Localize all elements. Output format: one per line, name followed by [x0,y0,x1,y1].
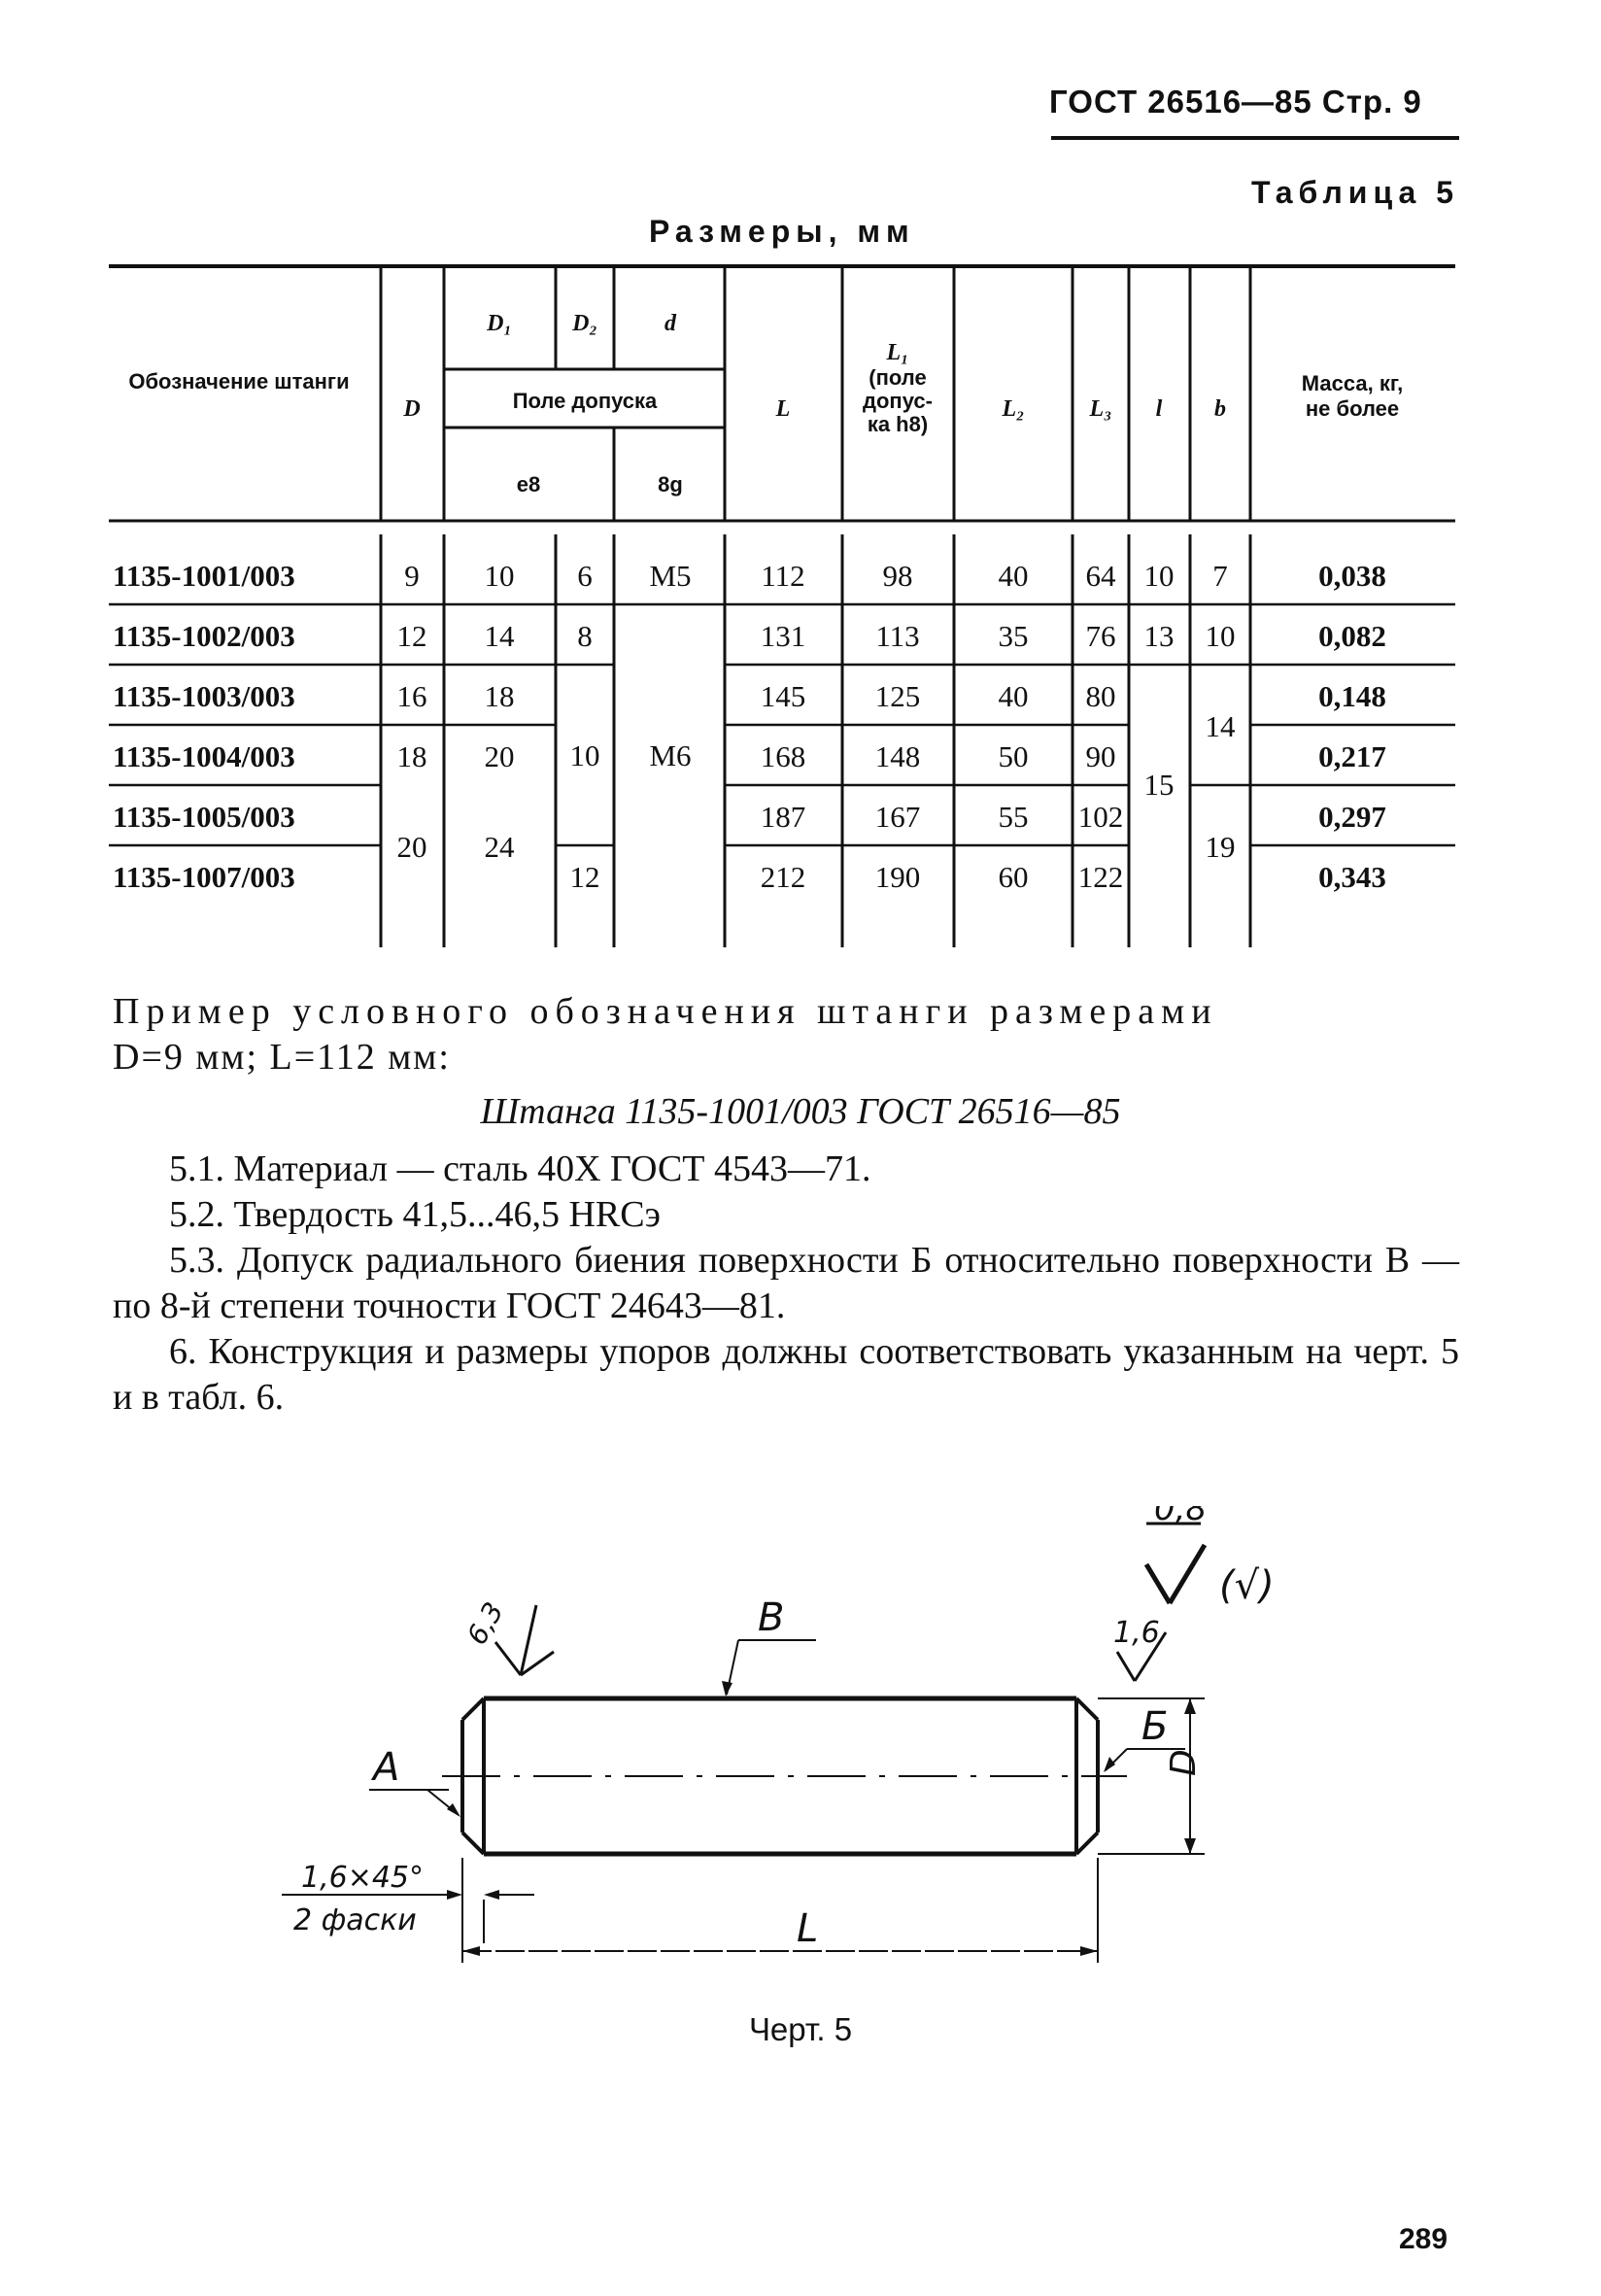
row-2-l: 13 [1143,619,1175,653]
header-L1: L₁ [886,340,909,365]
header-b: b [1214,396,1226,422]
row-3-L: 145 [760,679,806,713]
clause-5-1: 5.1. Материал — сталь 40Х ГОСТ 4543—71. [169,1148,871,1189]
row-3-code: 1135-1003/003 [113,679,295,713]
surface-Bb-label: Б [1141,1704,1169,1749]
example-line-2: D=9 мм; L=112 мм: [113,1037,451,1078]
example-paragraph [113,989,1457,1080]
row-2-L2: 35 [998,619,1029,653]
designation-example: Штанга 1135-1001/003 ГОСТ 26516—85 [480,1091,1121,1132]
row-3-L1: 125 [874,679,921,713]
merged-b-14: 14 [1205,709,1236,743]
row-5-L1: 167 [874,800,921,834]
rod-drawing [272,1506,1360,1997]
row-3-D: 16 [396,679,427,713]
row-4-D1: 20 [484,739,515,773]
row-5-L3: 102 [1077,800,1124,834]
merged-D2-10: 10 [569,738,600,772]
row-4-mass: 0,217 [1318,739,1386,773]
row-5-code: 1135-1005/003 [113,800,295,834]
header-tolerance-field: Поле допуска [512,389,658,413]
header-designation-1: Обозначение штанги [128,369,350,394]
roughness-general-paren: (√) [1219,1563,1275,1608]
chamfer-size: 1,6×45° [301,1861,425,1895]
merged-D-20: 20 [396,830,427,864]
header-L2: L₂ [1002,396,1025,422]
page-number: 289 [1399,2223,1448,2255]
clause-6: 6. Конструкция и размеры упоров должны соответствовать указанным на черт. 5 и в табл. 6. [113,1331,1459,1418]
header-d: d [664,311,676,336]
row-2-b: 10 [1205,619,1236,653]
roughness-right-value: 1,6 [1113,1616,1160,1650]
row-2-L3: 76 [1085,619,1116,653]
row-4-L: 168 [760,739,806,773]
example-line-1: Пример условного обозначения штанги размерами [113,991,1218,1032]
dim-L-label: L [797,1906,819,1951]
row-1-L3: 64 [1085,559,1116,593]
row-2-L: 131 [760,619,806,653]
row-6-L2: 60 [998,860,1029,894]
row-2-code: 1135-1002/003 [113,619,295,653]
header-D2: D₂ [572,311,597,336]
header-L1-note-2: допус- [863,389,933,413]
row-3-L3: 80 [1085,679,1116,713]
dimensions-table [109,262,1455,952]
table-label: Таблица 5 [1250,175,1459,210]
row-6-mass: 0,343 [1318,860,1386,894]
row-3-L2: 40 [998,679,1029,713]
header-L3: L₃ [1089,396,1112,422]
merged-b-19: 19 [1205,830,1236,864]
row-2-L1: 113 [875,619,920,653]
surface-B-label: В [758,1595,785,1640]
header-D: D [403,396,421,422]
row-5-mass: 0,297 [1318,800,1386,834]
row-1-d: M5 [649,559,692,593]
row-1-D: 9 [404,559,420,593]
roughness-general-value: 0,8 [1154,1506,1208,1528]
row-2-mass: 0,082 [1318,619,1386,653]
row-1-L: 112 [761,559,805,593]
merged-D1-24: 24 [484,830,515,864]
header-L: L [775,396,791,422]
header-mass-1: Масса, кг, [1301,371,1404,395]
row-1-L1: 98 [882,559,913,593]
row-6-L: 212 [760,860,806,894]
row-1-code: 1135-1001/003 [113,559,295,593]
row-2-D: 12 [396,619,427,653]
dim-D-label: D [1164,1749,1204,1776]
roughness-left-value: 6,3 [460,1596,510,1651]
chamfer-count: 2 фаски [293,1903,417,1937]
row-4-code: 1135-1004/003 [113,739,295,773]
header-mass-2: не более [1305,396,1400,421]
header-D1: D₁ [487,311,512,336]
row-6-D2: 12 [569,860,600,894]
row-1-D2: 6 [577,559,593,593]
row-5-L2: 55 [998,800,1029,834]
header-rule [1051,136,1459,140]
row-6-L3: 122 [1077,860,1124,894]
drawing-caption: Черт. 5 [748,2011,853,2047]
row-2-D1: 14 [484,619,515,653]
surface-A-label: А [373,1745,400,1790]
merged-d-M6: M6 [649,738,692,772]
header-L1-note-3: ка h8) [867,412,929,436]
header-e8: e8 [516,472,541,497]
header-l: l [1155,396,1163,422]
row-1-mass: 0,038 [1318,559,1386,593]
row-4-L2: 50 [998,739,1029,773]
row-6-L1: 190 [874,860,921,894]
row-1-L2: 40 [998,559,1029,593]
row-3-D1: 18 [484,679,515,713]
row-6-code: 1135-1007/003 [113,860,295,894]
clause-5-2: 5.2. Твердость 41,5...46,5 HRCэ [169,1194,661,1235]
running-title: ГОСТ 26516—85 Стр. 9 [1049,84,1422,120]
row-1-l: 10 [1143,559,1175,593]
row-2-D2: 8 [577,619,593,653]
clause-5-3: 5.3. Допуск радиального биения поверхности Б относительно поверхности В — по 8-й степени точности ГОСТ 24643—81. [113,1240,1459,1326]
header-L1-note-1: (поле [869,365,927,390]
table-subtitle: Размеры, мм [649,214,915,249]
row-1-D1: 10 [484,559,515,593]
header-8g: 8g [658,472,683,497]
row-3-mass: 0,148 [1318,679,1386,713]
row-4-L1: 148 [874,739,921,773]
row-4-D: 18 [396,739,427,773]
row-5-L: 187 [760,800,806,834]
row-4-L3: 90 [1085,739,1116,773]
merged-l-15: 15 [1143,768,1175,802]
row-1-b: 7 [1212,559,1228,593]
